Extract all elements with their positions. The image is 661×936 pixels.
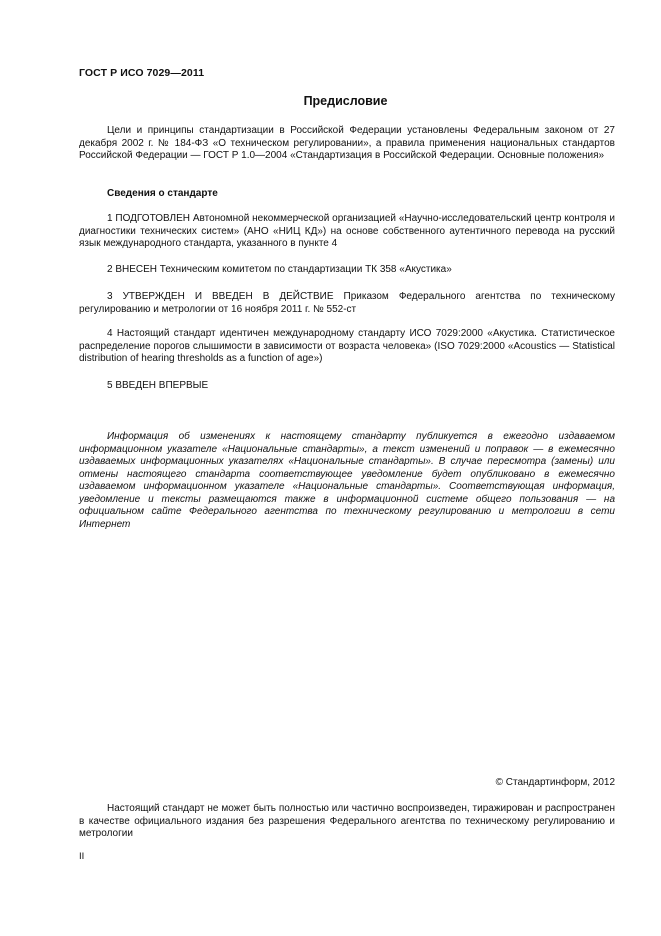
item-3-text: 3 УТВЕРЖДЕН И ВВЕДЕН В ДЕЙСТВИЕ Приказом Федерального агентства по техническому регулированию и метрологии от 16 ноября 2011 г. № 552-ст xyxy=(79,291,615,315)
item-4-text: 4 Настоящий стандарт идентичен международному стандарту ИСО 7029:2000 «Акустика. Статистическое распределение порогов слышимости в зависимости от возраста человека» (ISO 7029:2000 «Acoustics — Statistical distribution of hearing thresholds as a function of age») xyxy=(79,328,615,364)
reproduction-notice-text: Настоящий стандарт не может быть полностью или частично воспроизведен, тиражирован и распространен в качестве официального издания без разрешения Федерального агентства по техническому регулированию и метрологии xyxy=(79,803,615,839)
standard-code-header: ГОСТ Р ИСО 7029—2011 xyxy=(79,67,205,79)
list-item xyxy=(79,328,615,366)
item-1-text: 1 ПОДГОТОВЛЕН Автономной некоммерческой организацией «Научно-исследовательский центр контроля и диагностики технических систем» (АНО «НИЦ КД») на основе собственного аутентичного перевода на русский язык международного стандарта, указанного в пункте 4 xyxy=(79,213,615,249)
intro-paragraph xyxy=(79,125,615,163)
list-item xyxy=(79,264,615,277)
info-notice-text: Информация об изменениях к настоящему стандарту публикуется в ежегодно издаваемом информационном указателе «Национальные стандарты», а текст изменений и поправок — в ежемесячно издаваемых информационных указателях «Национальные стандарты». В случае пересмотра (замены) или отмены настоящего стандарта соответствующее уведомление будет опубликовано в ежемесячно издаваемом информационном указателе «Национальные стандарты». Соответствующая информация, уведомление и тексты размещаются также в информационной системе общего пользования — на официальном сайте Федерального агентства по техническому регулированию и метрологии в сети Интернет xyxy=(79,431,615,530)
intro-text: Цели и принципы стандартизации в Российской Федерации установлены Федеральным законом от 27 декабря 2002 г. № 184-ФЗ «О техническом регулировании», а правила применения национальных стандартов Российской Федерации — ГОСТ Р 1.0—2004 «Стандартизация в Российской Федерации. Основные положения» xyxy=(79,125,615,161)
reproduction-notice xyxy=(79,803,615,841)
list-item xyxy=(79,213,615,251)
list-item xyxy=(79,380,615,393)
item-2-text: 2 ВНЕСЕН Техническим комитетом по стандартизации ТК 358 «Акустика» xyxy=(107,264,452,275)
list-item xyxy=(79,291,615,316)
page-number: II xyxy=(79,851,85,862)
section-title: Сведения о стандарте xyxy=(107,188,218,199)
copyright: © Стандартинформ, 2012 xyxy=(495,777,615,788)
info-notice xyxy=(79,431,615,531)
page-title: Предисловие xyxy=(303,94,388,108)
item-5-text: 5 ВВЕДЕН ВПЕРВЫЕ xyxy=(107,380,209,391)
